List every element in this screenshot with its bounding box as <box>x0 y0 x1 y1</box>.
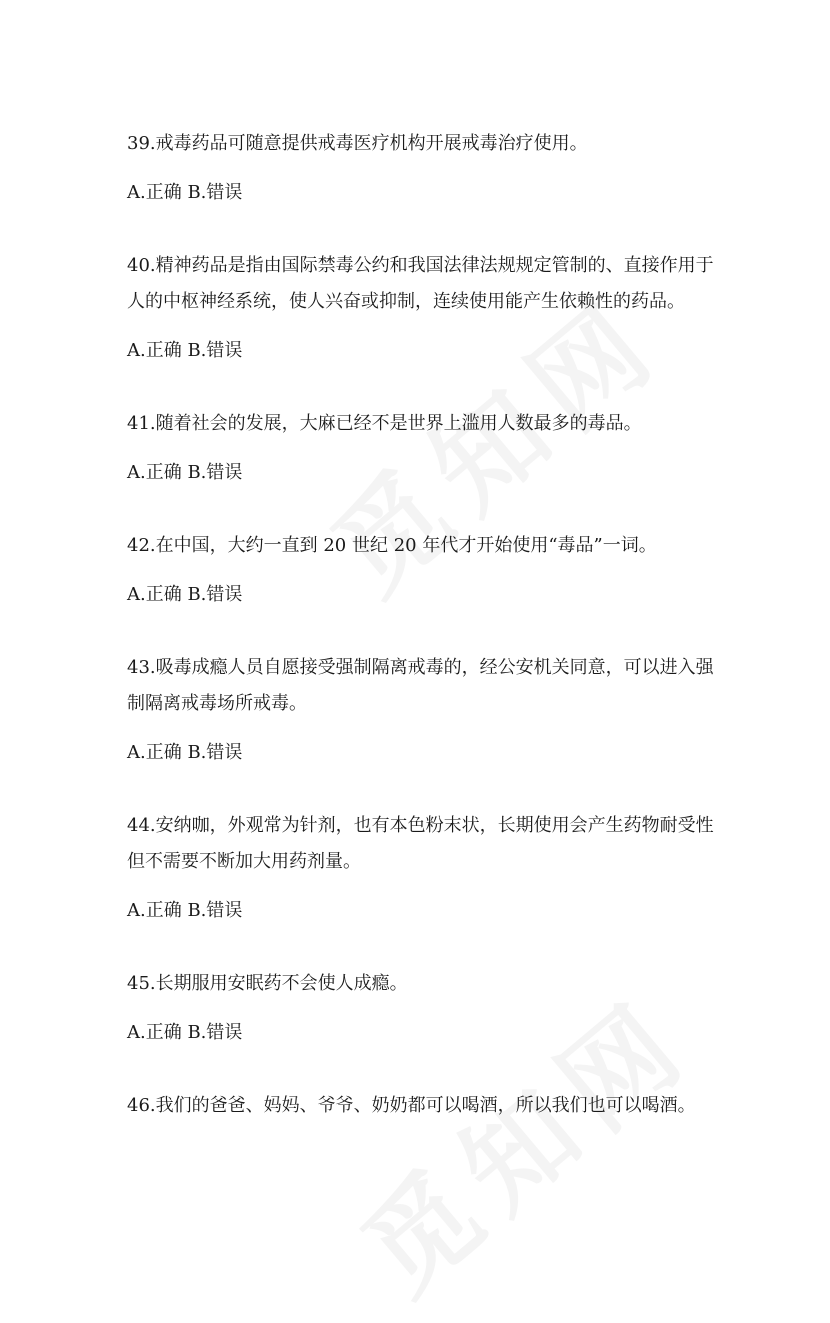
answer-options: A.正确 B.错误 <box>127 462 243 483</box>
question-item-46 <box>127 1088 727 1124</box>
question-text: 39.戒毒药品可随意提供戒毒医疗机构开展戒毒治疗使用。 <box>127 133 588 154</box>
answer-options: A.正确 B.错误 <box>127 1022 243 1043</box>
question-list <box>127 126 727 1124</box>
answer-options: A.正确 B.错误 <box>127 900 243 921</box>
answer-options: A.正确 B.错误 <box>127 340 243 361</box>
question-item-45 <box>127 966 727 1088</box>
question-text: 44.安纳咖，外观常为针剂，也有本色粉末状，长期使用会产生药物耐受性但不需要不断加大用药剂量。 <box>127 815 714 872</box>
question-text: 46.我们的爸爸、妈妈、爷爷、奶奶都可以喝酒，所以我们也可以喝酒。 <box>127 1095 696 1116</box>
question-text: 42.在中国，大约一直到 20 世纪 20 年代才开始使用“毒品”一词。 <box>127 535 657 556</box>
question-item-44 <box>127 808 727 966</box>
answer-options: A.正确 B.错误 <box>127 584 243 605</box>
question-item-43 <box>127 650 727 808</box>
answer-options: A.正确 B.错误 <box>127 742 243 763</box>
question-item-41 <box>127 406 727 528</box>
question-item-40 <box>127 248 727 406</box>
question-text: 41.随着社会的发展，大麻已经不是世界上滥用人数最多的毒品。 <box>127 413 642 434</box>
answer-options: A.正确 B.错误 <box>127 182 243 203</box>
question-item-42 <box>127 528 727 650</box>
question-item-39 <box>127 126 727 248</box>
question-text: 45.长期服用安眠药不会使人成瘾。 <box>127 973 408 994</box>
question-text: 40.精神药品是指由国际禁毒公约和我国法律法规规定管制的、直接作用于人的中枢神经系统，使人兴奋或抑制，连续使用能产生依赖性的药品。 <box>127 255 714 312</box>
question-text: 43.吸毒成瘾人员自愿接受强制隔离戒毒的，经公安机关同意，可以进入强制隔离戒毒场所戒毒。 <box>127 657 714 714</box>
